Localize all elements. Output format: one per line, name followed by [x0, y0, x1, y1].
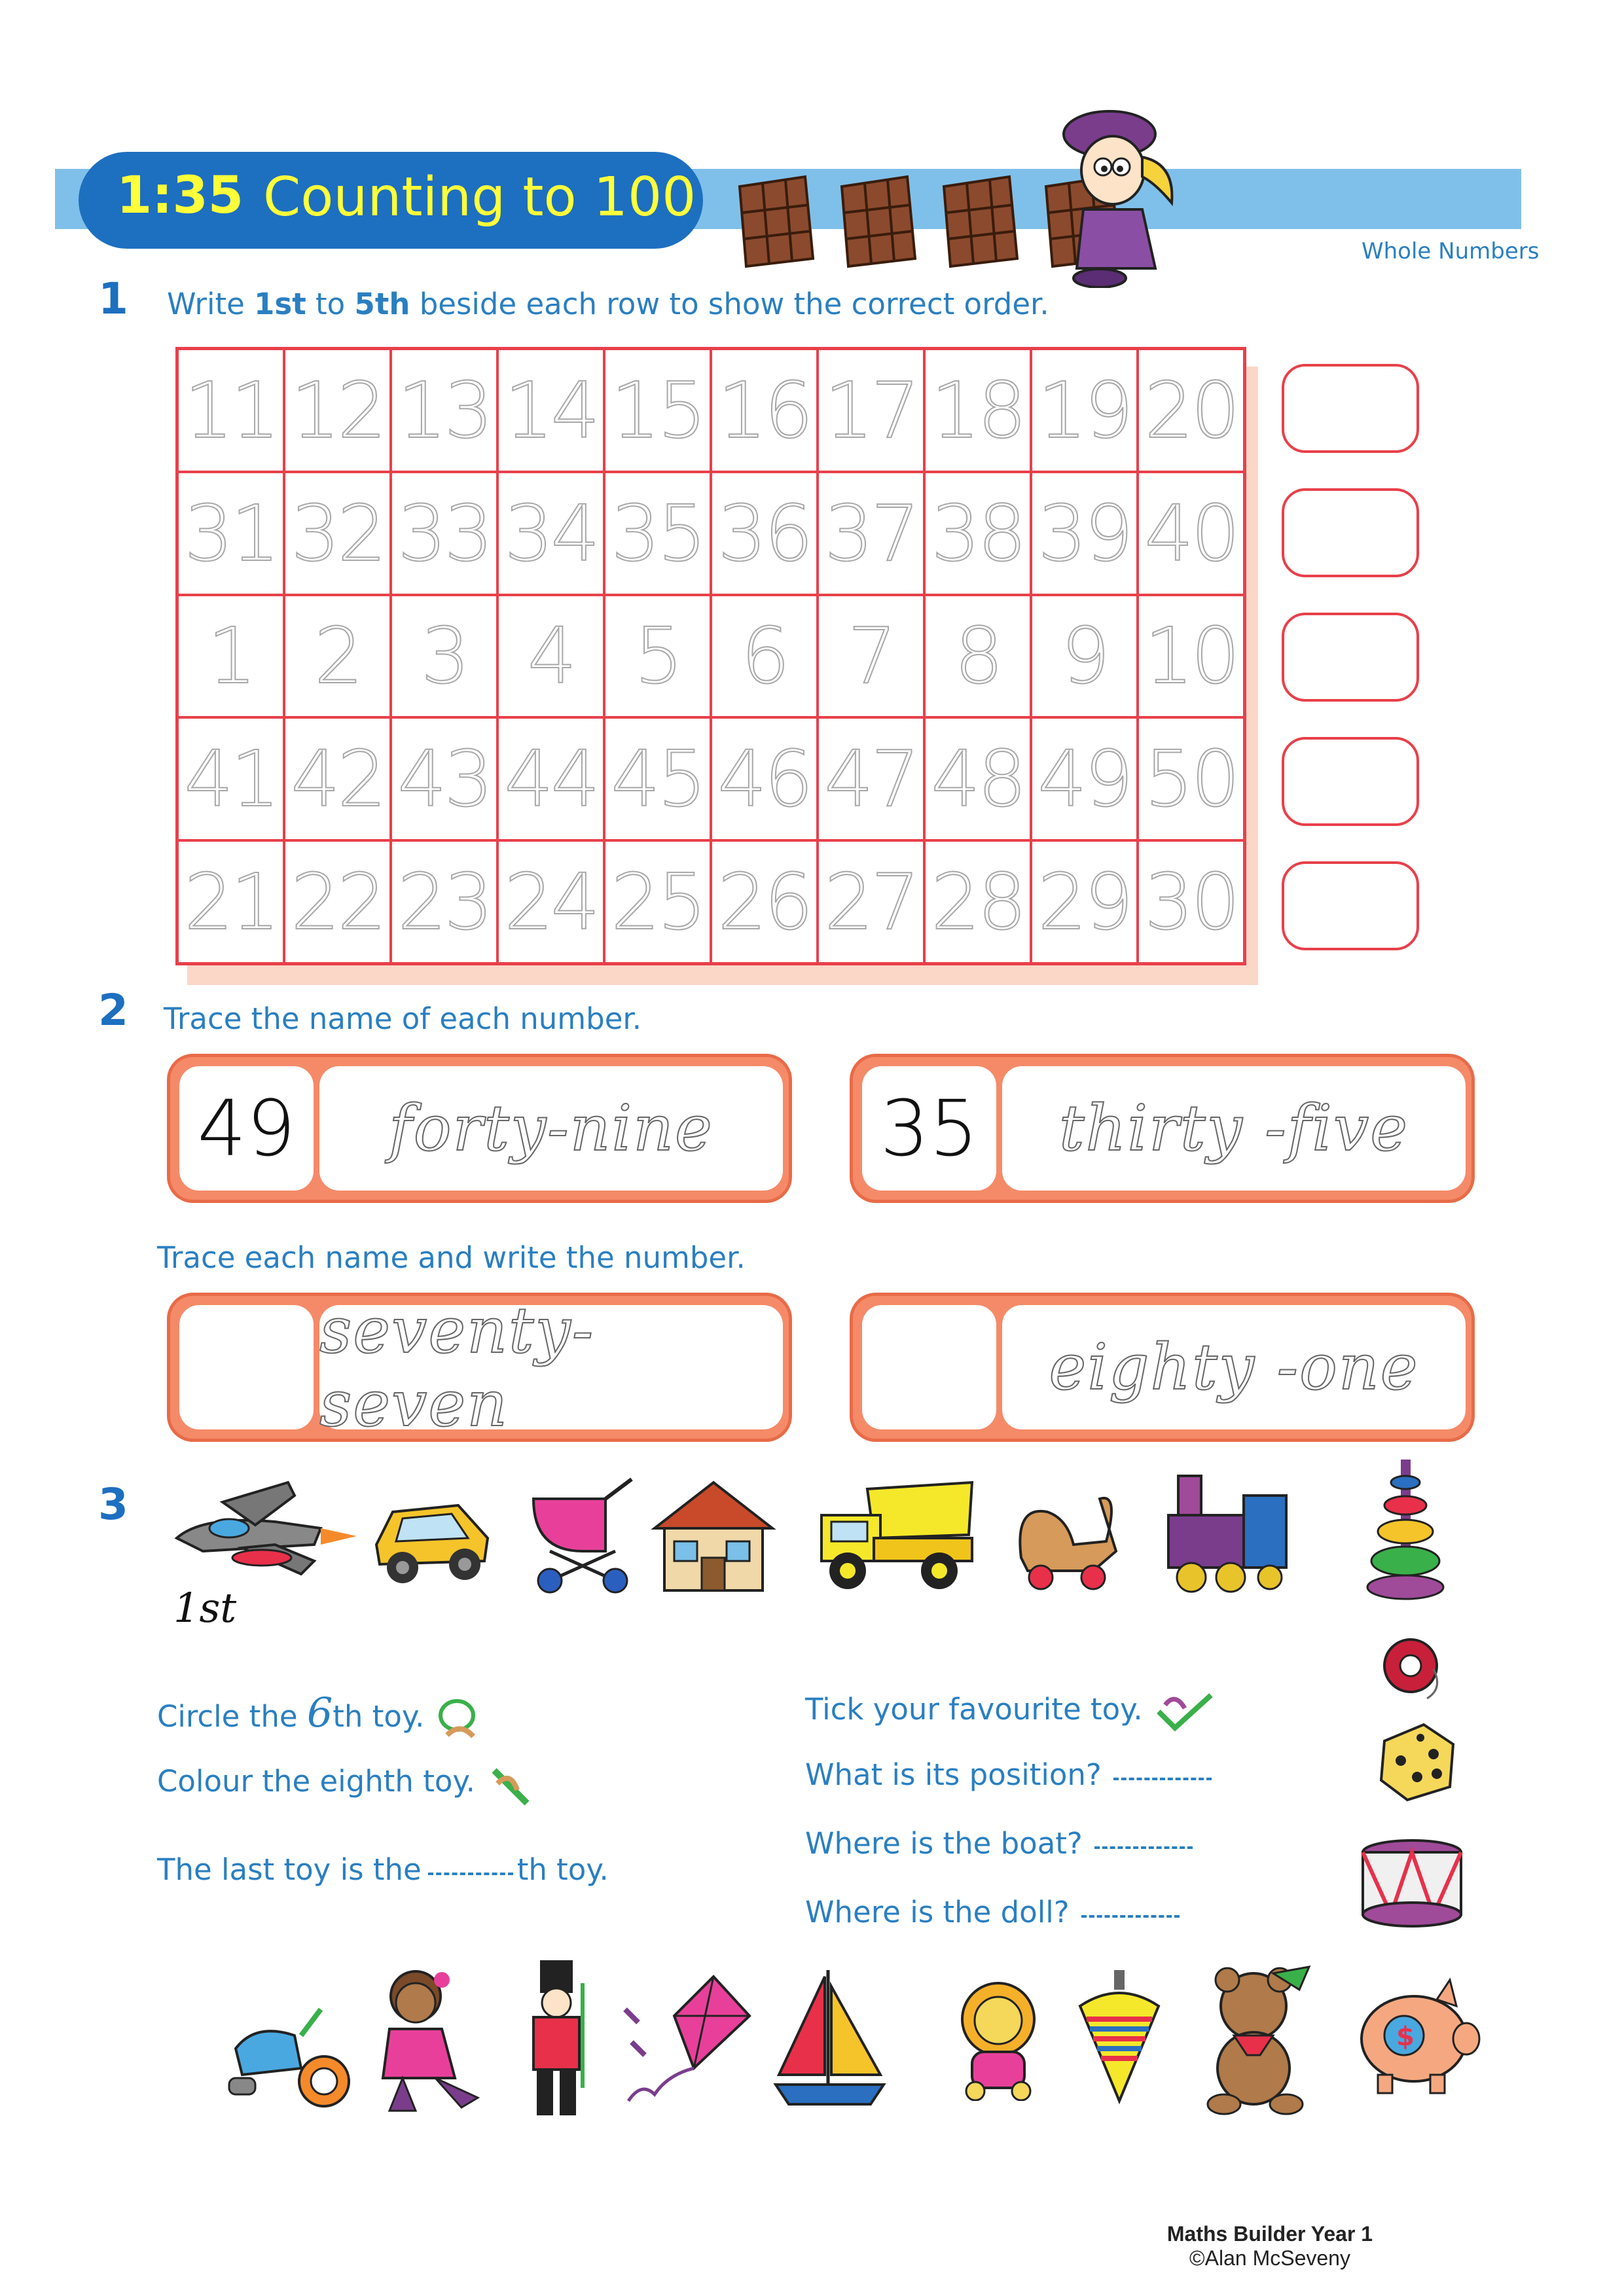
instruction — [167, 287, 1049, 321]
grid-cell[interactable]: 7 — [818, 595, 924, 718]
number-card — [850, 1054, 1475, 1203]
card-word: eighty -one — [1002, 1305, 1466, 1429]
toy-train-icon — [1159, 1469, 1293, 1597]
grid-cell[interactable]: 35 — [604, 472, 711, 595]
jet-plane-icon — [164, 1476, 360, 1587]
grid-cell[interactable]: 16 — [711, 349, 818, 472]
stacking-rings-icon — [1365, 1456, 1447, 1604]
grid-cell[interactable]: 46 — [711, 717, 818, 840]
grid-cell[interactable]: 19 — [1031, 349, 1138, 472]
grid-cell[interactable]: 12 — [284, 349, 391, 472]
grid-cell[interactable]: 37 — [818, 472, 924, 595]
doll-question — [805, 1895, 1180, 1929]
doll-icon — [363, 1967, 488, 2117]
grid-cell[interactable]: 47 — [818, 717, 924, 840]
order-answer-box[interactable] — [1282, 613, 1419, 702]
svg-text:$: $ — [1396, 2022, 1415, 2052]
grid-cell[interactable]: 26 — [711, 840, 818, 963]
dump-truck-icon — [815, 1476, 979, 1597]
kite-icon — [615, 1970, 753, 2114]
card-number-input[interactable] — [862, 1305, 996, 1429]
instruction-text: The last toy is the — [157, 1852, 422, 1887]
grid-cell[interactable]: 18 — [924, 349, 1031, 472]
strand-label: Whole Numbers — [1362, 238, 1540, 264]
grid-cell[interactable]: 25 — [604, 840, 711, 963]
grid-cell[interactable]: 11 — [177, 349, 284, 472]
answer-blank[interactable] — [1113, 1774, 1212, 1780]
card-word: forty-nine — [319, 1066, 783, 1191]
instruction-text: Circle the — [157, 1699, 307, 1734]
dice-icon — [1371, 1715, 1460, 1803]
chocolate-icon — [937, 173, 1022, 268]
spinning-top-icon — [1074, 1967, 1165, 2114]
wooden-duck-icon — [1008, 1479, 1123, 1594]
grid-cell[interactable]: 50 — [1138, 717, 1244, 840]
number-grid — [175, 347, 1246, 965]
card-number: 49 — [179, 1066, 314, 1191]
grid-cell[interactable]: 15 — [604, 349, 711, 472]
instruction-bold: 5th — [354, 287, 410, 321]
author: ©Alan McSeveny — [1189, 2246, 1350, 2270]
piggy-bank-icon — [1352, 1977, 1483, 2098]
grid-cell[interactable]: 1 — [177, 595, 284, 718]
footer — [1152, 2222, 1388, 2270]
order-answer-box[interactable] — [1282, 861, 1419, 950]
answer-blank[interactable] — [428, 1869, 513, 1875]
instruction-text: to — [306, 287, 355, 321]
instruction-bold: 1st — [254, 287, 306, 321]
instruction-text: Write — [167, 287, 255, 321]
grid-cell[interactable]: 17 — [818, 349, 924, 472]
grid-cell[interactable]: 31 — [177, 472, 284, 595]
grid-cell[interactable]: 30 — [1138, 840, 1244, 963]
grid-cell[interactable]: 32 — [284, 472, 391, 595]
grid-cell[interactable]: 38 — [924, 472, 1031, 595]
colour-instruction — [157, 1757, 537, 1810]
answer-blank[interactable] — [1094, 1842, 1193, 1849]
card-word: seventy-seven — [319, 1305, 783, 1429]
dollhouse-icon — [648, 1476, 779, 1597]
question-number: 2 — [98, 985, 128, 1035]
boat-question — [805, 1826, 1193, 1861]
lesson-header — [79, 152, 703, 249]
tick-instruction — [805, 1689, 1218, 1734]
grid-cell[interactable]: 43 — [391, 717, 497, 840]
grid-cell[interactable]: 42 — [284, 717, 391, 840]
order-answer-box[interactable] — [1282, 364, 1419, 453]
last-toy-instruction — [157, 1852, 609, 1887]
grid-cell[interactable]: 3 — [391, 595, 497, 718]
instruction: Trace each name and write the number. — [157, 1240, 746, 1275]
grid-cell[interactable]: 48 — [924, 717, 1031, 840]
instruction: Trace the name of each number. — [164, 1001, 642, 1036]
grid-cell[interactable]: 9 — [1031, 595, 1138, 718]
grid-cell[interactable]: 41 — [177, 717, 284, 840]
toy-car-icon — [367, 1482, 497, 1590]
answer-blank[interactable] — [1081, 1911, 1180, 1918]
grid-cell[interactable]: 45 — [604, 717, 711, 840]
instruction-text: th toy. — [516, 1852, 609, 1887]
grid-cell[interactable]: 4 — [497, 595, 604, 718]
grid-cell[interactable]: 39 — [1031, 472, 1138, 595]
grid-cell[interactable]: 14 — [497, 349, 604, 472]
instruction-text: Tick your favourite toy. — [805, 1692, 1143, 1727]
grid-cell[interactable]: 22 — [284, 840, 391, 963]
card-number-input[interactable] — [179, 1305, 314, 1429]
grid-cell[interactable]: 36 — [711, 472, 818, 595]
first-label: 1st — [173, 1584, 237, 1632]
girl-character-icon — [1051, 98, 1182, 288]
chocolate-icon — [835, 173, 920, 268]
sailboat-icon — [766, 1964, 890, 2114]
circle-instruction — [157, 1689, 486, 1742]
circling-worm-icon — [434, 1696, 486, 1742]
instruction-text: What is its position? — [805, 1757, 1102, 1792]
grid-cell[interactable]: 2 — [284, 595, 391, 718]
handwritten-six: 6 — [306, 1689, 333, 1736]
teddy-lion-icon — [949, 1980, 1047, 2101]
grid-cell[interactable]: 13 — [391, 349, 497, 472]
grid-cell[interactable]: 10 — [1138, 595, 1244, 718]
question-number: 1 — [98, 274, 128, 324]
position-question — [805, 1757, 1212, 1792]
yoyo-icon — [1381, 1630, 1447, 1702]
grid-cell[interactable]: 23 — [391, 840, 497, 963]
pram-icon — [524, 1473, 645, 1597]
grid-cell[interactable]: 40 — [1138, 472, 1244, 595]
grid-cell[interactable]: 33 — [391, 472, 497, 595]
tick-worm-icon — [1152, 1689, 1218, 1734]
grid-cell[interactable]: 29 — [1031, 840, 1138, 963]
grid-cell[interactable]: 34 — [497, 472, 604, 595]
instruction-text: th toy. — [333, 1699, 425, 1734]
teddy-bear-icon — [1188, 1960, 1326, 2117]
grid-cell[interactable]: 8 — [924, 595, 1031, 718]
grid-cell[interactable]: 5 — [604, 595, 711, 718]
instruction-text: Colour the eighth toy. — [157, 1764, 475, 1799]
grid-cell[interactable]: 49 — [1031, 717, 1138, 840]
instruction-text: Where is the doll? — [805, 1895, 1070, 1929]
grid-cell[interactable]: 44 — [497, 717, 604, 840]
grid-cell[interactable]: 27 — [818, 840, 924, 963]
chocolate-icon — [733, 173, 818, 268]
grid-cell[interactable]: 24 — [497, 840, 604, 963]
pencil-worm-icon — [484, 1757, 537, 1810]
grid-cell[interactable]: 21 — [177, 840, 284, 963]
instruction-text: beside each row to show the correct order. — [410, 287, 1049, 321]
book-title: Maths Builder Year 1 — [1166, 2222, 1373, 2246]
number-card — [167, 1293, 792, 1442]
grid-cell[interactable]: 20 — [1138, 349, 1244, 472]
card-number: 35 — [862, 1066, 996, 1191]
drum-icon — [1358, 1836, 1466, 1931]
order-answer-box[interactable] — [1282, 488, 1419, 577]
page-title: Counting to 100 — [263, 166, 696, 228]
order-answer-box[interactable] — [1282, 737, 1419, 826]
grid-cell[interactable]: 28 — [924, 840, 1031, 963]
tricycle-icon — [216, 1996, 360, 2111]
number-card — [167, 1054, 792, 1203]
toy-soldier-icon — [517, 1957, 596, 2121]
lesson-number: 1:35 — [117, 166, 244, 225]
instruction-text: Where is the boat? — [805, 1826, 1083, 1861]
number-card — [850, 1293, 1475, 1442]
card-word: thirty -five — [1002, 1066, 1466, 1191]
grid-cell[interactable]: 6 — [711, 595, 818, 718]
question-number: 3 — [98, 1479, 128, 1530]
